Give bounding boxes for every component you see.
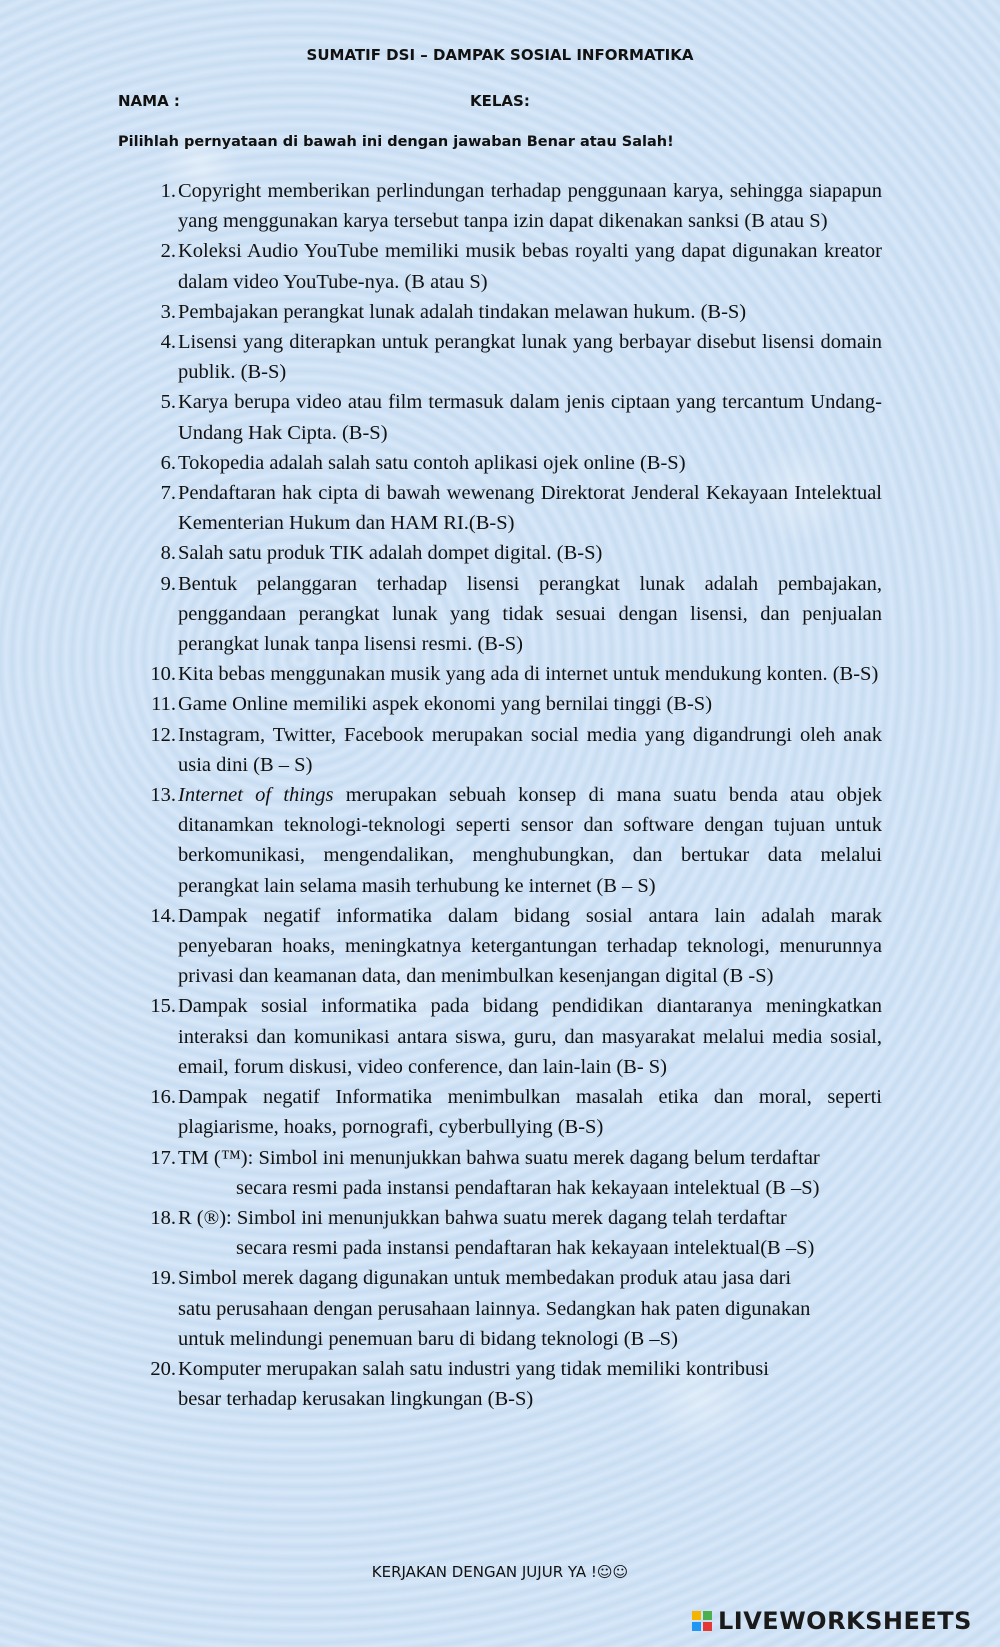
question-item	[140, 569, 882, 660]
question-text	[176, 1203, 882, 1263]
liveworksheets-brand-text: LIVEWORKSHEETS	[718, 1607, 972, 1635]
question-item	[140, 780, 882, 901]
question-item	[140, 1143, 882, 1203]
question-number: 7.	[160, 482, 176, 505]
question-list	[140, 176, 882, 1414]
question-line: untuk melindungi penemuan baru di bidang teknologi (B –S)	[178, 1327, 678, 1350]
question-text: Koleksi Audio YouTube memiliki musik bebas royalti yang dapat digunakan kreator dalam video YouTube-nya. (B atau S)	[178, 240, 882, 293]
question-text: Dampak sosial informatika pada bidang pendidikan diantaranya meningkatkan interaksi dan komunikasi antara siswa, guru, dan masyarakat melalui media sosial, email, forum diskusi, video conference, dan lain-lain (B- S)	[178, 995, 882, 1078]
question-text: Game Online memiliki aspek ekonomi yang bernilai tinggi (B-S)	[178, 693, 713, 716]
question-number: 8.	[160, 542, 176, 565]
question-number: 16.	[150, 1086, 176, 1109]
question-number: 4.	[160, 331, 176, 354]
question-item	[140, 991, 882, 1082]
question-item	[140, 1263, 882, 1354]
question-text	[176, 1263, 882, 1354]
question-text	[176, 780, 882, 901]
question-italic-term: Internet of things	[178, 784, 334, 807]
instruction-text: Pilihlah pernyataan di bawah ini dengan jawaban Benar atau Salah!	[118, 134, 674, 150]
question-item	[140, 901, 882, 992]
footer-text: KERJAKAN DENGAN JUJUR YA !☺☺	[371, 1563, 629, 1581]
logo-square	[703, 1611, 712, 1620]
question-item	[140, 478, 882, 538]
question-item	[140, 1203, 882, 1263]
question-text: Kita bebas menggunakan musik yang ada di internet untuk mendukung konten. (B-S)	[178, 663, 879, 686]
question-item	[140, 387, 882, 447]
question-line: TM (™): Simbol ini menunjukkan bahwa suatu merek dagang belum terdaftar	[178, 1146, 820, 1169]
question-text	[176, 1354, 882, 1414]
question-number: 9.	[160, 572, 176, 595]
kelas-label: KELAS:	[470, 92, 530, 110]
question-line: Simbol merek dagang digunakan untuk membedakan produk atau jasa dari	[178, 1267, 792, 1290]
question-number: 5.	[160, 391, 176, 414]
question-item	[140, 176, 882, 236]
worksheet-title: SUMATIF DSI – DAMPAK SOSIAL INFORMATIKA	[306, 46, 694, 64]
question-text: Salah satu produk TIK adalah dompet digital. (B-S)	[178, 542, 603, 565]
question-number: 2.	[160, 240, 176, 263]
question-number: 15.	[150, 995, 176, 1018]
question-number: 6.	[160, 451, 176, 474]
question-number: 17.	[150, 1146, 176, 1169]
question-number: 20.	[150, 1357, 176, 1380]
question-number: 14.	[150, 904, 176, 927]
question-text: Dampak negatif informatika dalam bidang sosial antara lain adalah marak penyebaran hoaks, meningkatnya ketergantungan terhadap teknologi, menurunnya privasi dan keamanan data, dan menimbulkan kesenjangan digital (B -S)	[178, 904, 882, 988]
question-number: 19.	[150, 1267, 176, 1290]
question-item	[140, 659, 882, 689]
question-item	[140, 720, 882, 780]
question-number: 18.	[150, 1206, 176, 1229]
question-item	[140, 689, 882, 719]
question-number: 3.	[160, 300, 176, 323]
question-text: Pendaftaran hak cipta di bawah wewenang Direktorat Jenderal Kekayaan Intelektual Kementerian Hukum dan HAM RI.(B-S)	[178, 482, 882, 535]
question-line: R (®): Simbol ini menunjukkan bahwa suatu merek dagang telah terdaftar	[178, 1206, 787, 1229]
question-text: Copyright memberikan perlindungan terhadap penggunaan karya, sehingga siapapun yang menggunakan karya tersebut tanpa izin dapat dikenakan sanksi (B atau S)	[178, 180, 882, 233]
question-line: Komputer merupakan salah satu industri yang tidak memiliki kontribusi	[178, 1357, 769, 1380]
question-text	[176, 1143, 882, 1203]
question-text: Dampak negatif Informatika menimbulkan masalah etika dan moral, seperti plagiarisme, hoaks, pornografi, cyberbullying (B-S)	[178, 1086, 882, 1139]
logo-square	[692, 1622, 701, 1631]
liveworksheets-icon	[692, 1611, 712, 1631]
question-number: 13.	[150, 784, 176, 807]
question-number: 12.	[150, 723, 176, 746]
question-text: Lisensi yang diterapkan untuk perangkat lunak yang berbayar disebut lisensi domain publik. (B-S)	[178, 331, 882, 384]
question-line-indented: secara resmi pada instansi pendaftaran hak kekayaan intelektual (B –S)	[236, 1176, 820, 1199]
question-text: Bentuk pelanggaran terhadap lisensi perangkat lunak adalah pembajakan, penggandaan perangkat lunak yang tidak sesuai dengan lisensi, dan penjualan perangkat lunak tanpa lisensi resmi. (B-S)	[178, 572, 882, 656]
question-item	[140, 1082, 882, 1142]
question-item	[140, 538, 882, 568]
question-text: Tokopedia adalah salah satu contoh aplikasi ojek online (B-S)	[178, 451, 686, 474]
question-text-rest: merupakan sebuah konsep di mana suatu benda atau objek ditanamkan teknologi-teknologi seperti sensor dan software dengan tujuan untuk berkomunikasi, mengendalikan, menghubungkan, dan bertukar data melalui perangkat lain selama masih terhubung ke internet (B – S)	[178, 784, 882, 897]
question-text: Instagram, Twitter, Facebook merupakan social media yang digandrungi oleh anak usia dini (B – S)	[178, 723, 882, 776]
question-line: besar terhadap kerusakan lingkungan (B-S)	[178, 1388, 534, 1411]
question-text: Karya berupa video atau film termasuk dalam jenis ciptaan yang tercantum Undang-Undang Hak Cipta. (B-S)	[178, 391, 882, 444]
question-item	[140, 236, 882, 296]
question-text: Pembajakan perangkat lunak adalah tindakan melawan hukum. (B-S)	[178, 300, 747, 323]
question-item	[140, 1354, 882, 1414]
question-item	[140, 327, 882, 387]
question-line-indented: secara resmi pada instansi pendaftaran hak kekayaan intelektual(B –S)	[236, 1237, 815, 1260]
logo-square	[703, 1622, 712, 1631]
liveworksheets-logo[interactable]	[692, 1604, 972, 1638]
question-item	[140, 448, 882, 478]
question-item	[140, 297, 882, 327]
question-number: 11.	[151, 693, 176, 716]
question-line: satu perusahaan dengan perusahaan lainnya. Sedangkan hak paten digunakan	[178, 1297, 811, 1320]
nama-label: NAMA :	[118, 92, 180, 110]
logo-square	[692, 1611, 701, 1620]
question-number: 1.	[160, 180, 176, 202]
question-number: 10.	[150, 663, 176, 686]
